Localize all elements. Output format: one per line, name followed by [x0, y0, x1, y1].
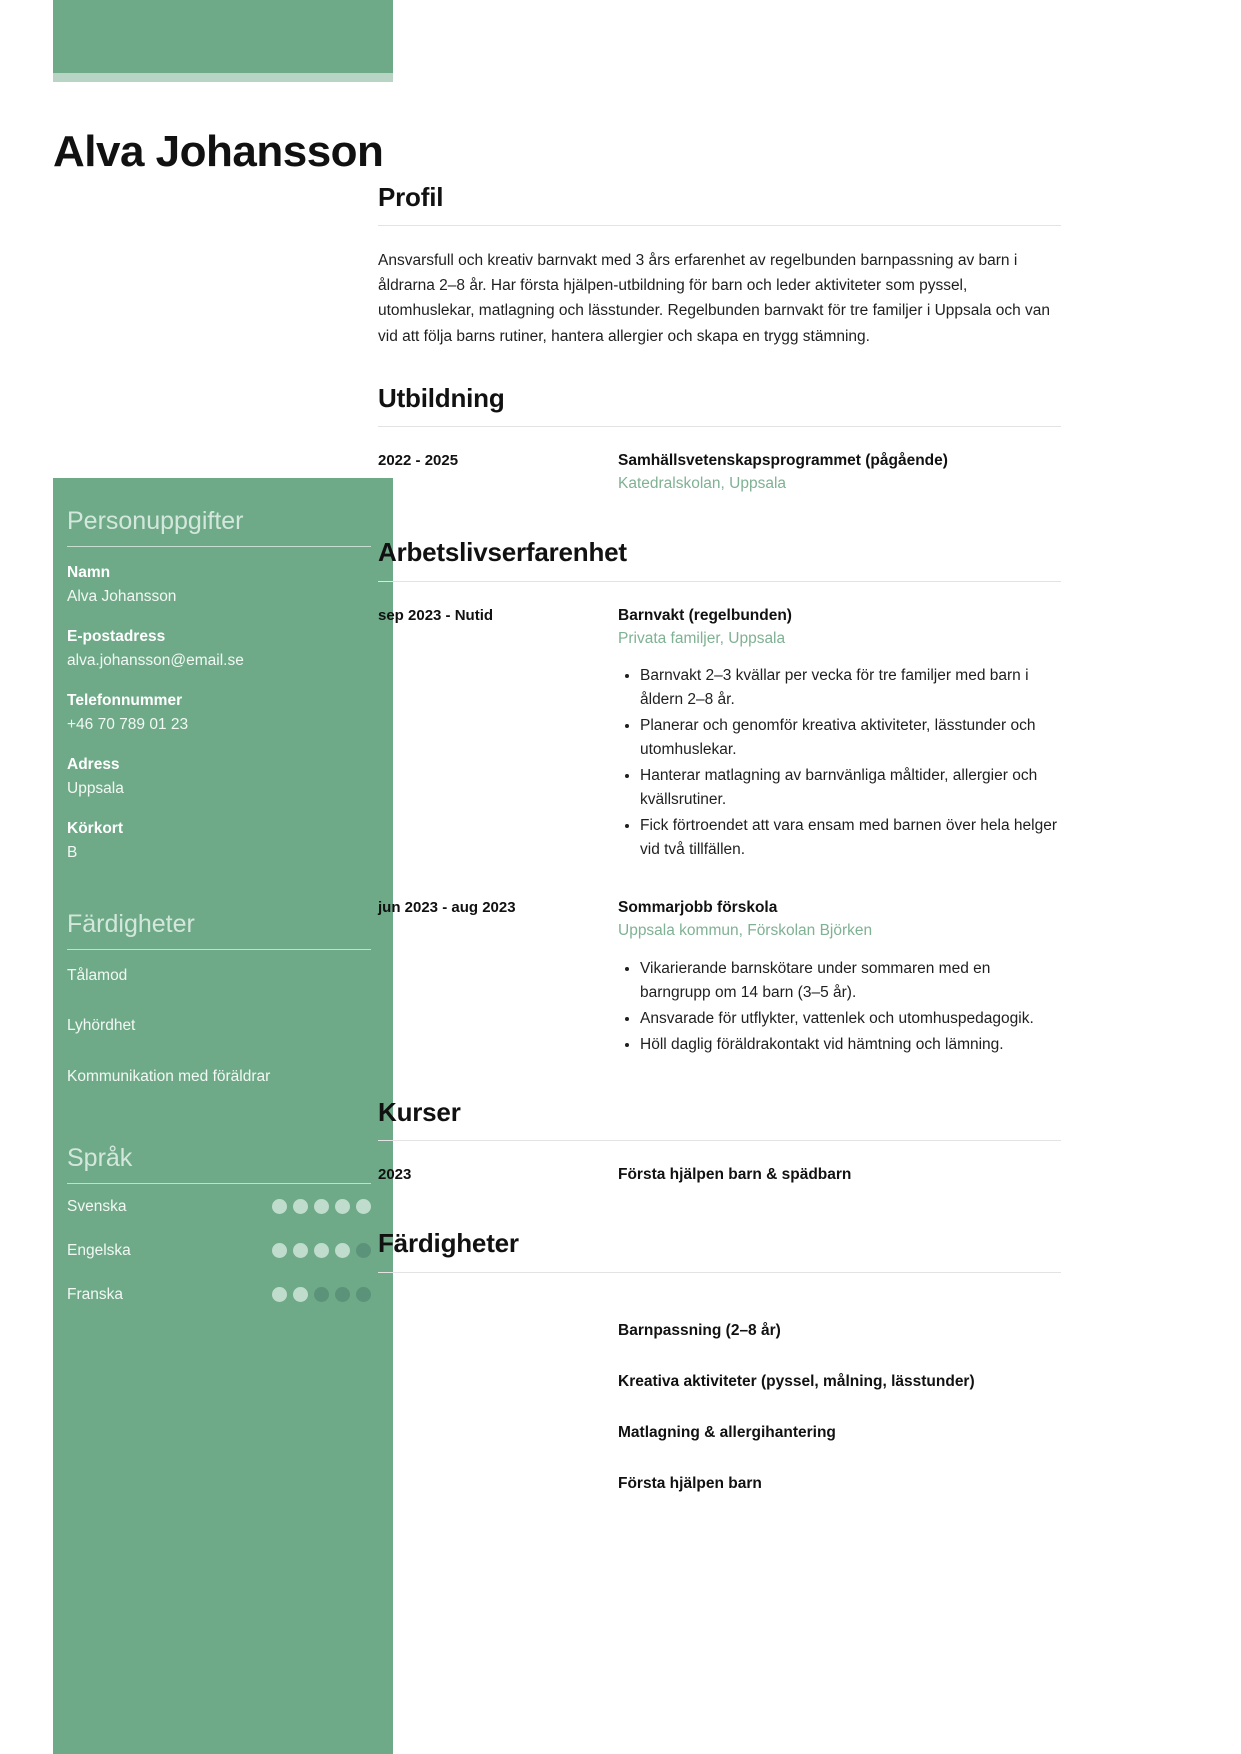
rating-dot — [335, 1287, 350, 1302]
rating-dot — [314, 1199, 329, 1214]
sidebar-languages-title: Språk — [67, 1143, 133, 1172]
bullet-item: • Höll daglig föräldrakontakt vid hämtning och lämning. — [640, 1033, 1061, 1057]
sidebar-divider — [67, 1183, 371, 1184]
entry-organization: Privata familjer, Uppsala — [618, 629, 786, 647]
rating-dot — [356, 1287, 371, 1302]
section-divider — [378, 1140, 1061, 1141]
field-value: B — [67, 844, 78, 862]
field-value: Alva Johansson — [67, 588, 177, 606]
language-row — [67, 1242, 371, 1260]
section-divider — [378, 581, 1061, 582]
profile-text: Ansvarsfull och kreativ barnvakt med 3 års erfarenhet av regelbunden barnpassning av barn i åldrarna 2–8 år. Har första hjälpen-utbildning för barn och leder aktiviteter som pyssel, utomhuslekar, matlagning och lässtunder. Regelbunden barnvakt för tre familjer i Uppsala och van vid att följa barns rutiner, hantera allergier och skapa en trygg stämning. — [378, 252, 1051, 345]
entry-title: Barnvakt (regelbunden) — [618, 606, 792, 624]
entry-bullet-list — [618, 664, 1061, 862]
section-title-skills: Färdigheter — [378, 1228, 519, 1259]
experience-entry — [378, 896, 1061, 1059]
entry-body — [618, 896, 1061, 1059]
bullet-item: • Planerar och genomför kreativa aktiviteter, lässtunder och utomhuslekar. — [640, 714, 1061, 762]
entry-body — [618, 604, 1061, 865]
rating-dot — [314, 1287, 329, 1302]
rating-dot — [272, 1243, 287, 1258]
entry-title: Första hjälpen barn & spädbarn — [618, 1165, 852, 1183]
section-title-profile: Profil — [378, 182, 444, 212]
field-label: E-postadress — [67, 628, 166, 646]
sidebar-skill-item: Lyhördhet — [67, 1017, 136, 1035]
section-education — [378, 383, 1061, 538]
main-content — [378, 182, 1061, 1524]
section-experience — [378, 537, 1061, 1096]
header-accent-strip — [53, 73, 393, 82]
sidebar-section-languages — [67, 1115, 371, 1304]
entry-title: Sommarjobb förskola — [618, 899, 778, 917]
bullet-item: • Fick förtroendet att vara ensam med barnen över hela helger vid två tillfällen. — [640, 814, 1061, 862]
rating-dot — [314, 1243, 329, 1258]
section-divider — [378, 426, 1061, 427]
main-skill-item: Barnpassning (2–8 år) — [618, 1321, 781, 1339]
language-row — [67, 1286, 371, 1304]
entry-organization: Uppsala kommun, Förskolan Björken — [618, 922, 873, 940]
entry-period: jun 2023 - aug 2023 — [378, 899, 516, 917]
bullet-item: • Hanterar matlagning av barnvänliga måltider, allergier och kvällsrutiner. — [640, 764, 1061, 812]
rating-dot — [356, 1199, 371, 1214]
sidebar-field-license — [67, 817, 371, 865]
section-title-courses: Kurser — [378, 1096, 461, 1127]
sidebar-skill-item: Tålamod — [67, 967, 128, 985]
section-divider — [378, 1272, 1061, 1273]
section-courses — [378, 1097, 1061, 1229]
rating-dot — [293, 1199, 308, 1214]
sidebar-skills-title: Färdigheter — [67, 910, 195, 939]
field-value: alva.johansson@email.se — [67, 652, 244, 670]
sidebar-skill-item: Kommunikation med föräldrar — [67, 1067, 271, 1085]
entry-period: 2022 - 2025 — [378, 451, 459, 469]
entry-period: sep 2023 - Nutid — [378, 606, 494, 624]
section-main-skills — [378, 1228, 1061, 1495]
field-value: Uppsala — [67, 780, 124, 798]
bullet-item: • Ansvarade för utflykter, vattenlek och utomhuspedagogik. — [640, 1007, 1061, 1031]
entry-bullet-list — [618, 957, 1061, 1057]
sidebar-field-email — [67, 625, 371, 673]
field-label: Adress — [67, 756, 120, 774]
section-divider — [378, 225, 1061, 226]
language-rating — [272, 1199, 371, 1214]
sidebar-section-skills — [67, 881, 371, 1088]
sidebar — [53, 478, 393, 1754]
section-title-education: Utbildning — [378, 382, 505, 413]
header-accent-block — [53, 0, 393, 73]
field-label: Körkort — [67, 820, 123, 838]
rating-dot — [335, 1243, 350, 1258]
section-profile — [378, 182, 1061, 349]
sidebar-section-personal — [67, 478, 371, 865]
bullet-item: • Vikarierande barnskötare under sommaren med en barngrupp om 14 barn (3–5 år). — [640, 957, 1061, 1005]
sidebar-personal-title: Personuppgifter — [67, 507, 244, 535]
sidebar-field-address — [67, 753, 371, 801]
language-name: Engelska — [67, 1241, 131, 1259]
rating-dot — [272, 1287, 287, 1302]
entry-period: 2023 — [378, 1165, 412, 1183]
sidebar-divider — [67, 949, 371, 950]
section-title-experience: Arbetslivserfarenhet — [378, 537, 627, 568]
bullet-item: • Barnvakt 2–3 kvällar per vecka för tre familjer med barn i åldern 2–8 år. — [640, 664, 1061, 712]
sidebar-field-namn — [67, 561, 371, 609]
rating-dot — [356, 1243, 371, 1258]
field-label: Namn — [67, 564, 111, 581]
rating-dot — [293, 1243, 308, 1258]
rating-dot — [272, 1199, 287, 1214]
field-value: +46 70 789 01 23 — [67, 716, 189, 734]
entry-title: Samhällsvetenskapsprogrammet (pågående) — [618, 451, 948, 469]
language-row — [67, 1198, 371, 1216]
entry-body — [618, 1163, 1061, 1187]
main-skill-item: Matlagning & allergihantering — [618, 1424, 836, 1442]
sidebar-divider — [67, 546, 371, 547]
main-skill-item: Kreativa aktiviteter (pyssel, målning, lässtunder) — [618, 1372, 975, 1390]
rating-dot — [293, 1287, 308, 1302]
language-rating — [272, 1243, 371, 1258]
page-title: Alva Johansson — [53, 127, 384, 177]
main-skill-item: Första hjälpen barn — [618, 1475, 762, 1493]
rating-dot — [335, 1199, 350, 1214]
experience-entry — [378, 604, 1061, 865]
language-name: Franska — [67, 1285, 123, 1303]
entry-organization: Katedralskolan, Uppsala — [618, 475, 787, 493]
entry-body — [618, 449, 1061, 496]
course-entry — [378, 1163, 1061, 1187]
field-label: Telefonnummer — [67, 692, 183, 710]
sidebar-field-phone — [67, 689, 371, 737]
language-name: Svenska — [67, 1197, 127, 1215]
language-rating — [272, 1287, 371, 1302]
education-entry — [378, 449, 1061, 496]
